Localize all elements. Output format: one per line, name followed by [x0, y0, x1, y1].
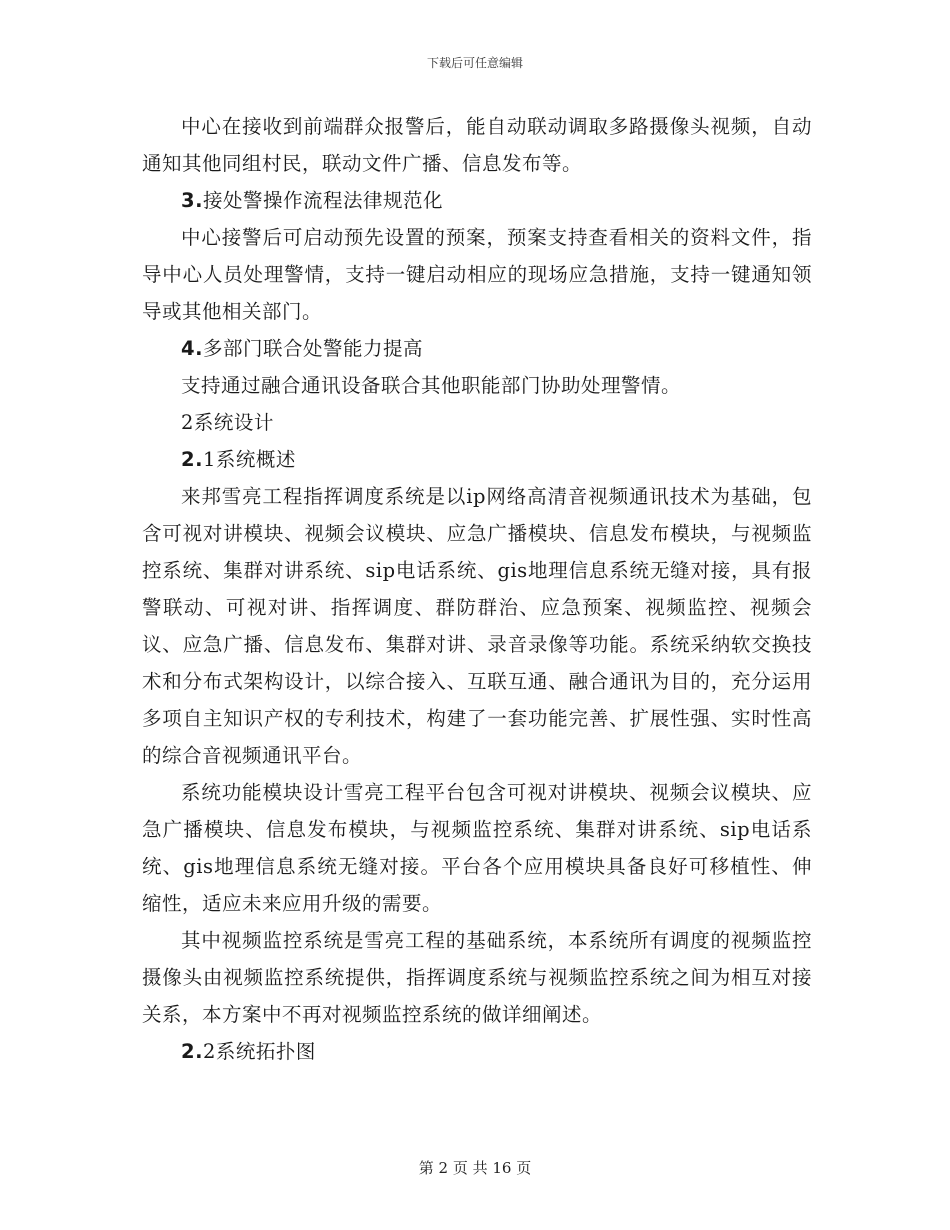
heading-2-2-number: 2. — [181, 1040, 203, 1063]
heading-2-1-number: 2. — [181, 448, 203, 471]
page-footer: 第 2 页 共 16 页 — [418, 1159, 532, 1177]
heading-3 — [142, 182, 812, 219]
page-header: 下载后可任意编辑 — [426, 56, 523, 70]
heading-4 — [142, 330, 812, 367]
heading-3-text: 接处警操作流程法律规范化 — [202, 189, 443, 212]
heading-2-1 — [142, 441, 812, 478]
paragraph-system-overview: 来邦雪亮工程指挥调度系统是以ip网络高清音视频通讯技术为基础，包含可视对讲模块、视频会议模块、应急广播模块、信息发布模块，与视频监控系统、集群对讲系统、sip电话系统、gis地理信息系统无缝对接，具有报警联动、可视对讲、指挥调度、群防群治、应急预案、视频监控、视频会议、应急广播、信息发布、集群对讲、录音录像等功能。系统采纳软交换技术和分布式架构设计，以综合接入、互联互通、融合通讯为目的，充分运用多项自主知识产权的专利技术，构建了一套功能完善、扩展性强、实时性高的综合音视频通讯平台。 — [142, 485, 812, 767]
paragraph-video-surveillance: 其中视频监控系统是雪亮工程的基础系统，本系统所有调度的视频监控摄像头由视频监控系统提供，指挥调度系统与视频监控系统之间为相互对接关系，本方案中不再对视频监控系统的做详细阐述。 — [142, 929, 812, 1026]
document-body — [142, 108, 812, 1070]
paragraph-alarm-linkage: 中心在接收到前端群众报警后，能自动联动调取多路摄像头视频，自动通知其他同组村民，联动文件广播、信息发布等。 — [142, 115, 812, 175]
heading-4-number: 4. — [181, 337, 203, 360]
heading-2-2-text: 2系统拓扑图 — [202, 1040, 316, 1063]
paragraph-module-design: 系统功能模块设计雪亮工程平台包含可视对讲模块、视频会议模块、应急广播模块、信息发布模块，与视频监控系统、集群对讲系统、sip电话系统、gis地理信息系统无缝对接。平台各个应用模块具备良好可移植性、伸缩性，适应未来应用升级的需要。 — [142, 781, 812, 915]
heading-3-number: 3. — [181, 189, 203, 212]
paragraph-contingency-plan: 中心接警后可启动预先设置的预案，预案支持查看相关的资料文件，指导中心人员处理警情，支持一键启动相应的现场应急措施，支持一键通知领导或其他相关部门。 — [142, 226, 812, 323]
paragraph-joint-response: 支持通过融合通讯设备联合其他职能部门协助处理警情。 — [181, 374, 682, 397]
heading-4-text: 多部门联合处警能力提高 — [202, 337, 423, 360]
heading-2-1-text: 1系统概述 — [202, 448, 296, 471]
heading-2-2 — [142, 1033, 812, 1070]
heading-system-design: 2系统设计 — [181, 411, 274, 434]
